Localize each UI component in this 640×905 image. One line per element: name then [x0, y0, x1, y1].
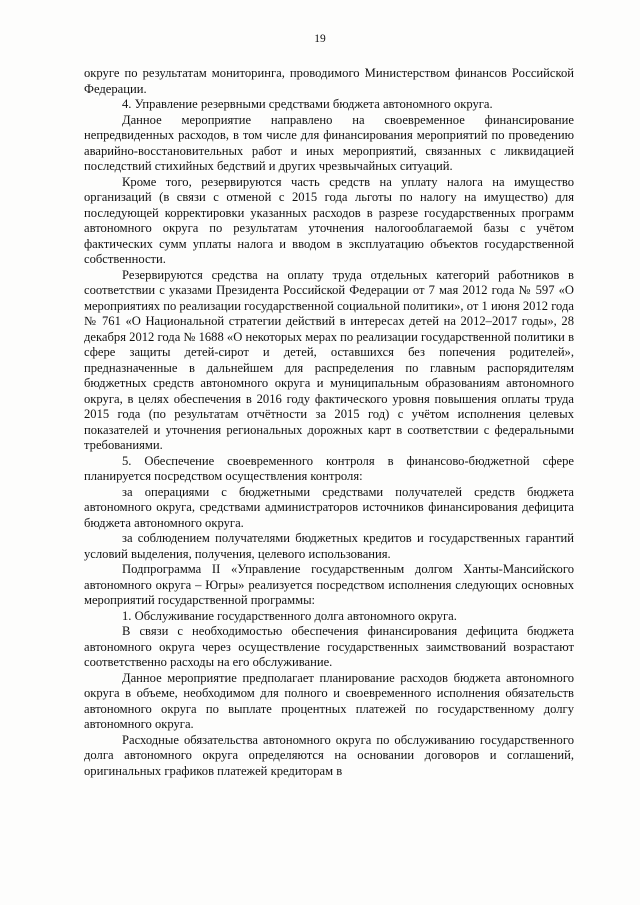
paragraph-subprogram-2: Подпрограмма II «Управление государственным долгом Ханты-Мансийского автономного округа – Югры» реализуется посредством исполнения следующих основных мероприятий государственной программы:	[84, 562, 574, 607]
paragraph-reserve-purpose: Данное мероприятие направлено на своевременное финансирование непредвиденных расходов, в том числе для финансирования мероприятий по проведению аварийно-восстановительных работ и иных мероприятий, связанных с ликвидацией последствий стихийных бедствий и других чрезвычайных ситуаций.	[84, 112, 574, 173]
paragraph-debt-service-reason: В связи с необходимостью обеспечения финансирования дефицита бюджета автономного округа через осуществление государственных заимствований возрастают соответственно расходы на его обслуживание.	[84, 624, 574, 669]
paragraph-debt-obligations: Расходные обязательства автономного округа по обслуживанию государственного долга автономного округа определяются на основании договоров и соглашений, оригинальных графиков платежей кредиторам в	[84, 732, 574, 778]
paragraph-wage-reserve: Резервируются средства на оплату труда отдельных категорий работников в соответствии с указами Президента Российской Федерации от 7 мая 2012 года № 597 «О мероприятиях по реализации государственной социальной политики», от 1 июня 2012 года № 761 «О Национальной стратегии действий в интересах детей на 2012–2017 годы», 28 декабря 2012 года № 1688 «О некоторых мерах по реализации государственной политики в сфере защиты детей-сирот и детей, оставшихся без попечения родителей», предназначенные в дальнейшем для распределения по главным распорядителям бюджетных средств автономного округа и муниципальным образованиям автономного округа, в целях обеспечения в 2016 году фактического уровня повышения оплаты труда 2015 года (по результатам отчётности за 2015 год) с учётом исполнения целевых показателей и уточнения региональных дорожных карт в соответствии с федеральными требованиями.	[84, 267, 575, 452]
paragraph-continuation: округе по результатам мониторинга, проводимого Министерством финансов Российской Федерации.	[84, 66, 574, 96]
paragraph-debt-service-heading: 1. Обслуживание государственного долга автономного округа.	[122, 608, 457, 623]
paragraph-debt-service-planning: Данное мероприятие предполагает планирование расходов бюджета автономного округа в объеме, необходимом для полного и своевременного исполнения обязательств автономного округа по выплате процентных платежей по государственному долгу автономного округа.	[84, 670, 574, 731]
document-body	[84, 66, 574, 779]
paragraph-control-credits: за соблюдением получателями бюджетных кредитов и государственных гарантий условий выделения, получения, целевого использования.	[84, 531, 574, 561]
paragraph-control-operations: за операциями с бюджетными средствами получателей средств бюджета автономного округа, средствами администраторов источников финансирования дефицита бюджета автономного округа.	[84, 484, 574, 530]
paragraph-item-5-heading: 5. Обеспечение своевременного контроля в финансово-бюджетной сфере планируется посредством осуществления контроля:	[84, 453, 574, 483]
paragraph-item-4-heading: 4. Управление резервными средствами бюджета автономного округа.	[122, 97, 493, 111]
page-number: 19	[314, 33, 326, 45]
paragraph-property-tax-reserve: Кроме того, резервируются часть средств на уплату налога на имущество организаций (в связи с отменой с 2015 года льготы по налогу на имущество) для последующей корректировки указанных расходов в разрезе государственных программ автономного округа по результатам уточнения налогооблагаемой базы с учётом фактических сумм уплаты налога и вводом в эксплуатацию объектов государственной собственности.	[84, 174, 574, 266]
